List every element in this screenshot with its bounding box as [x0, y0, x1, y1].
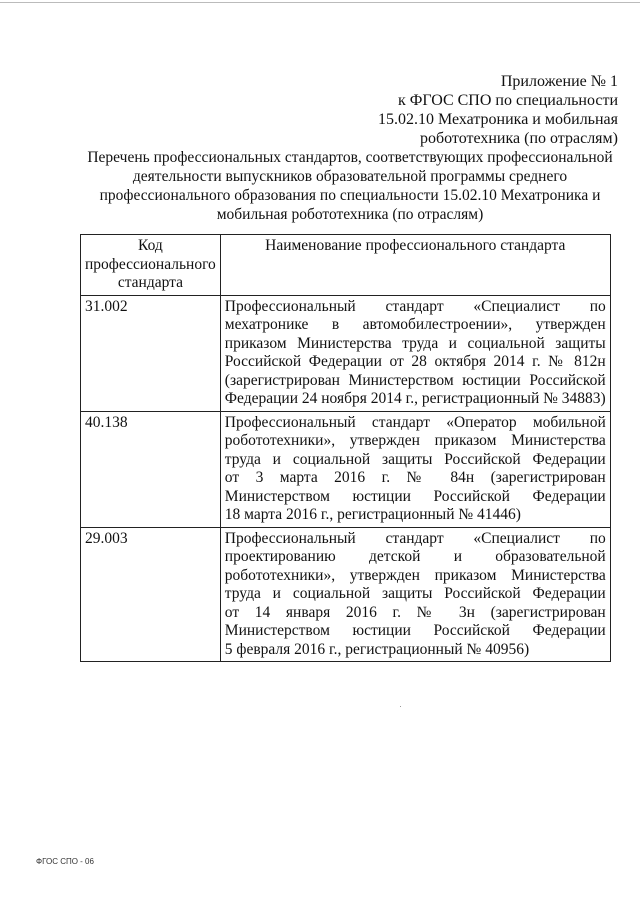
page-footer: ФГОС СПО - 06 — [36, 857, 94, 866]
standards-table — [80, 234, 611, 662]
header-name: Наименование профессионального стандарта — [220, 235, 610, 296]
appendix-line: Приложение № 1 — [500, 73, 618, 90]
appendix-heading — [358, 72, 618, 148]
table-header-row — [81, 235, 611, 296]
standard-code: 29.003 — [81, 527, 221, 662]
document-title — [70, 148, 630, 224]
standard-name: Профессиональный стандарт «Специалист по мехатронике в автомобилестроении», утвержден приказом Министерства труда и социальной защиты Российской Федерации от 28 октября 2014 г. № 812н (зарегистрирован Министерством юстиции Российской Федерации 24 ноября 2014 г., регистрационный № 34883) — [220, 295, 610, 411]
scan-edge-line — [0, 2, 640, 3]
title-line: Перечень профессиональных стандартов, соответствующих профессиональной — [87, 149, 613, 166]
header-code: Код профессионального стандарта — [81, 235, 221, 296]
appendix-line: к ФГОС СПО по специальности — [397, 92, 618, 109]
scan-speck — [400, 706, 401, 707]
title-line: деятельности выпускников образовательной программы среднего — [132, 168, 568, 185]
table-row — [81, 527, 611, 662]
appendix-line: робототехника (по отраслям) — [419, 130, 618, 147]
table-row — [81, 295, 611, 411]
table-row — [81, 411, 611, 527]
standard-code: 40.138 — [81, 411, 221, 527]
appendix-line: 15.02.10 Мехатроника и мобильная — [377, 111, 618, 128]
title-line: профессионального образования по специальности 15.02.10 Мехатроника и — [99, 187, 601, 204]
standard-name: Профессиональный стандарт «Специалист по проектированию детской и образовательной робототехники», утвержден приказом Министерства труда и социальной защиты Российской Федерации от 14 января 2016 г. № 3н (зарегистрирован Министерством юстиции Российской Федерации 5 февраля 2016 г., регистрационный № 40956) — [220, 527, 610, 662]
standard-code: 31.002 — [81, 295, 221, 411]
standard-name: Профессиональный стандарт «Оператор мобильной робототехники», утвержден приказом Министерства труда и социальной защиты Российской Федерации от 3 марта 2016 г. № 84н (зарегистрирован Министерством юстиции Российской Федерации 18 марта 2016 г., регистрационный № 41446) — [220, 411, 610, 527]
title-line: мобильная робототехника (по отраслям) — [216, 206, 484, 223]
